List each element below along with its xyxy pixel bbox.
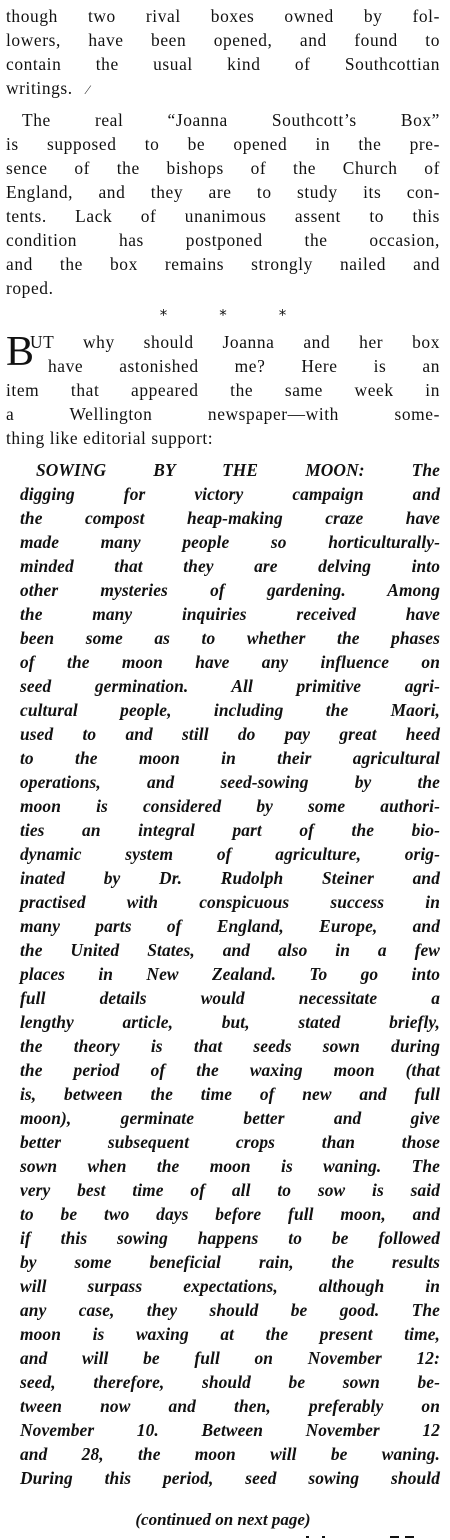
paragraph-gap	[6, 100, 440, 108]
newspaper-quotation	[6, 458, 440, 1490]
text-line: The real “Joanna Southcott’s Box”	[22, 110, 440, 130]
quotation-line: of the moon have any influence on	[20, 652, 440, 672]
quotation-line: the period of the waxing moon (that	[20, 1060, 440, 1080]
quotation-line: moon is considered by some authori-	[20, 796, 440, 816]
text-line: condition has postponed the occasion,	[6, 230, 440, 250]
separator-star: *	[219, 306, 227, 324]
quotation-line: sown when the moon is waning. The	[20, 1156, 440, 1176]
text-line: lowers, have been opened, and found to	[6, 30, 440, 50]
quotation-line: and will be full on November 12:	[20, 1348, 440, 1368]
quotation-line: cultural people, including the Maori,	[20, 700, 440, 720]
text-line: England, and they are to study its con-	[6, 182, 440, 202]
text-line: and the box remains strongly nailed and	[6, 254, 440, 274]
quotation-line: the many inquiries received have	[20, 604, 440, 624]
quotation-line: SOWING BY THE MOON: The	[36, 460, 440, 480]
quotation-line: many parts of England, Europe, and	[20, 916, 440, 936]
quotation-line: any case, they should be good. The	[20, 1300, 440, 1320]
text-line: roped.	[6, 278, 54, 298]
paragraph-2	[6, 108, 440, 300]
quotation-line: the compost heap-making craze have	[20, 508, 440, 528]
quotation-line: inated by Dr. Rudolph Steiner and	[20, 868, 440, 888]
quotation-line: the United States, and also in a few	[20, 940, 440, 960]
paragraph-gap	[6, 450, 440, 458]
cropped-footer-glyphs	[272, 1534, 432, 1538]
text-line: sence of the bishops of the Church of	[6, 158, 440, 178]
quotation-line: operations, and seed-sowing by the	[20, 772, 440, 792]
quotation-line: made many people so horticulturally-	[20, 532, 440, 552]
quotation-line: lengthy article, but, stated briefly,	[20, 1012, 440, 1032]
text-line: UT why should Joanna and her box	[30, 332, 440, 352]
quotation-line: if this sowing happens to be followed	[20, 1228, 440, 1248]
quotation-line: tween now and then, preferably on	[20, 1396, 440, 1416]
text-line: have astonished me? Here is an	[48, 356, 440, 376]
quotation-line: dynamic system of agriculture, orig-	[20, 844, 440, 864]
separator-star: *	[278, 306, 287, 324]
quotation-line: full details would necessitate a	[20, 988, 440, 1008]
text-line: item that appeared the same week in	[6, 380, 440, 400]
text-line: is supposed to be opened in the pre-	[6, 134, 440, 154]
section-separator	[6, 300, 440, 330]
quotation-line: ties an integral part of the bio-	[20, 820, 440, 840]
text-line: a Wellington newspaper—with some-	[6, 404, 440, 424]
quotation-line: to be two days before full moon, and	[20, 1204, 440, 1224]
article-column	[6, 4, 440, 1540]
quotation-line: used to and still do pay great heed	[20, 724, 440, 744]
quotation-line: November 10. Between November 12	[20, 1420, 440, 1440]
quotation-line: moon), germinate better and give	[20, 1108, 440, 1128]
quotation-line: places in New Zealand. To go into	[20, 964, 440, 984]
quotation-line: minded that they are delving into	[20, 556, 440, 576]
quotation-line: moon is waxing at the present time,	[20, 1324, 440, 1344]
paragraph-1	[6, 4, 440, 100]
quotation-line: is, between the time of new and full	[20, 1084, 440, 1104]
separator-star: *	[159, 306, 168, 324]
page-footer-fragment	[272, 1528, 432, 1538]
quotation-line: During this period, seed sowing should	[20, 1468, 440, 1488]
drop-cap: B	[6, 329, 35, 375]
quotation-line: by some beneficial rain, the results	[20, 1252, 440, 1272]
text-line: though two rival boxes owned by fol-	[6, 6, 440, 26]
quotation-line: the theory is that seeds sown during	[20, 1036, 440, 1056]
text-line: contain the usual kind of Southcottian	[6, 54, 440, 74]
quotation-line: been some as to whether the phases	[20, 628, 440, 648]
paragraph-3	[6, 330, 440, 450]
quotation-line: better subsequent crops than those	[20, 1132, 440, 1152]
quotation-line: seed, therefore, should be sown be-	[20, 1372, 440, 1392]
quotation-line: practised with conspicuous success in	[20, 892, 440, 912]
text-line: tents. Lack of unanimous assent to this	[6, 206, 440, 226]
quotation-line: digging for victory campaign and	[20, 484, 440, 504]
stray-mark: ⁄	[86, 82, 89, 97]
continued-note: (continued on next page)	[135, 1510, 311, 1529]
quotation-line: seed germination. All primitive agri-	[20, 676, 440, 696]
quotation-line: very best time of all to sow is said	[20, 1180, 440, 1200]
text-line: thing like editorial support:	[6, 428, 214, 448]
quotation-line: and 28, the moon will be waning.	[20, 1444, 440, 1464]
quotation-line: will surpass expectations, although in	[20, 1276, 440, 1296]
quotation-line: to the moon in their agricultural	[20, 748, 440, 768]
text-line-words: writings.	[6, 78, 73, 98]
text-line	[6, 76, 440, 100]
quotation-line: other mysteries of gardening. Among	[20, 580, 440, 600]
